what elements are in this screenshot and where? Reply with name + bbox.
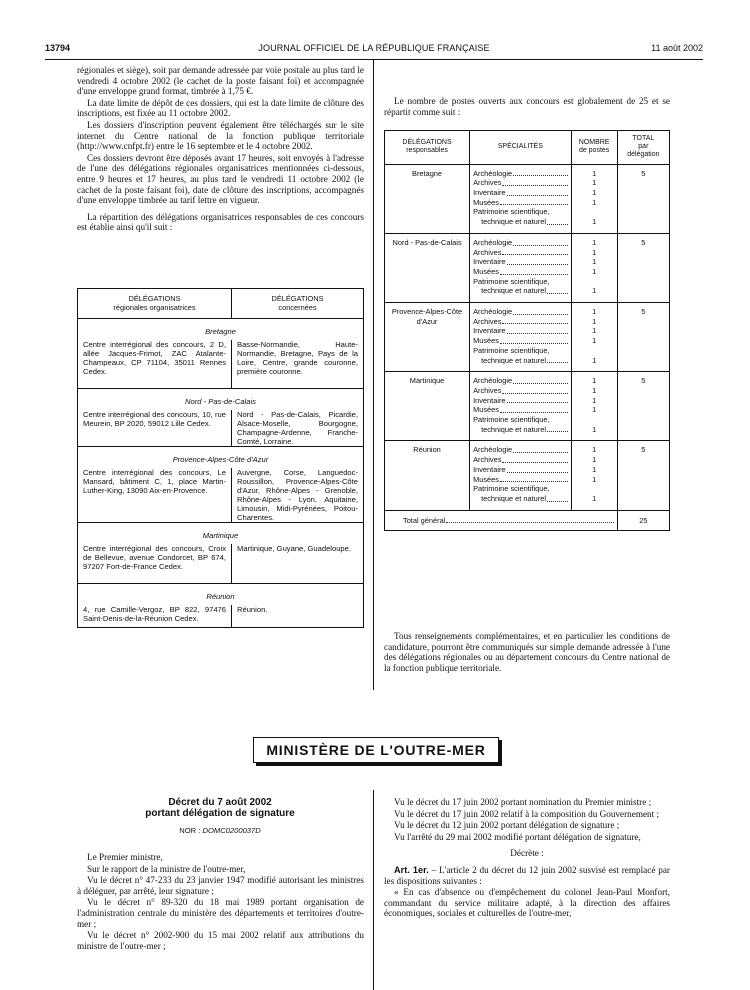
specialty-label: technique et naturel (481, 355, 546, 365)
nor-code: DOMC0200037D (202, 826, 261, 835)
delegation-total: 5 (617, 233, 669, 302)
grand-total-row (385, 510, 670, 531)
delegation-group-row (385, 233, 670, 302)
delegation-total: 5 (617, 372, 669, 441)
delegation-total: 5 (617, 441, 669, 510)
specialty-item (473, 396, 567, 406)
posts-count: 1 (592, 474, 597, 484)
region-name: Nord - Pas-de-Calais (78, 389, 364, 411)
posts-table (384, 130, 670, 531)
page-header (45, 43, 703, 59)
specialty-label: Inventaire (473, 188, 506, 198)
specialty-label: Archives (473, 455, 502, 465)
delegation-total: 5 (617, 164, 669, 233)
posts-count: 1 (592, 197, 597, 207)
grand-total-label: Total général (403, 515, 446, 525)
delegation-group-row (385, 164, 670, 233)
specialty-label: Musées (473, 336, 499, 346)
delegations-table (77, 288, 364, 628)
paragraph: « En cas d'absence ou d'empêchement du colonel Jean-Paul Monfort, commandant du service militaire adapté, à la direction des affaires économiques, sociales et culturelles de l'outre-mer, (384, 887, 670, 919)
specialty-label: Musées (473, 405, 499, 415)
nor-reference (80, 826, 360, 835)
specialty-label: Archives (473, 385, 502, 395)
region-address: Centre interrégional des concours, Le Mansard, bâtiment C, 1, place Martin-Luther-King, 13090 Aix-en-Provence. (78, 468, 232, 523)
posts-count: 1 (592, 247, 597, 257)
column-header: DÉLÉGATIONS concernées (232, 289, 364, 319)
paragraph: La répartition des délégations organisatrices responsables de ces concours est établie ainsi qu'il suit : (77, 211, 364, 233)
column-header: TOTAL par délégation (617, 131, 669, 165)
specialty-label: Archives (473, 316, 502, 326)
paragraph: Vu le décret n° 89-320 du 18 mai 1989 portant organisation de l'administration centrale du ministère des départements et territoires d'outre-mer ; (77, 897, 364, 929)
decree-title-line: portant délégation de signature (145, 808, 295, 819)
right-column-intro (384, 96, 670, 118)
specialty-item (473, 386, 567, 396)
posts-cell (571, 303, 617, 372)
issue-date: 11 août 2002 (651, 43, 703, 53)
paragraph: régionales et siège), soit par demande adressée par voie postale au plus tard le vendredi 4 octobre 2002 (le cachet de la poste faisant foi) et accompagnée d'une enveloppe grand format, timbrée à 1,75 €. (77, 65, 364, 97)
specialty-item (473, 326, 567, 336)
specialty-item (473, 336, 567, 346)
specialty-item (473, 286, 567, 296)
delegation-name: Bretagne (385, 164, 470, 233)
ministry-heading: MINISTÈRE DE L'OUTRE-MER (253, 737, 499, 763)
decrete-line: Décrète : (510, 848, 544, 859)
region-name: Bretagne (78, 319, 364, 341)
specialties-cell (470, 233, 571, 302)
region-concerned: Auvergne, Corse, Languedoc-Roussillon, Provence-Alpes-Côte d'Azur, Rhône-Alpes - Grenoble, Rhône-Alpes - Lyon, Aquitaine, Limousin, Midi-Pyrénées, Poitou-Charentes. (232, 468, 364, 523)
specialty-label: technique et naturel (481, 217, 546, 227)
paragraph: Le nombre de postes ouverts aux concours est globalement de 25 et se répartit comme suit : (384, 96, 670, 117)
specialties-cell (470, 303, 571, 372)
column-divider (373, 60, 374, 690)
table-header-row (78, 289, 364, 319)
posts-count: 1 (592, 217, 597, 227)
specialty-item (473, 475, 567, 485)
specialty-label: technique et naturel (481, 286, 546, 296)
header-rule (45, 59, 703, 60)
decree-title-line: Décret du 7 août 2002 (168, 797, 272, 808)
specialty-label: Patrimoine scientifique, (473, 415, 550, 425)
column-header: DÉLÉGATIONS régionales organisatrices (78, 289, 232, 319)
region-name: Provence-Alpes-Côte d'Azur (78, 447, 364, 469)
posts-count: 1 (592, 257, 597, 267)
posts-count: 1 (592, 424, 597, 434)
specialty-item (473, 188, 567, 198)
delegation-group-row (385, 372, 670, 441)
specialty-label: Musées (473, 266, 499, 276)
region-address: Centre interrégional des concours, 2 D, allée Jacques-Frimot, ZAC Atalante-Champeaux, CP 71104, 35011 Rennes Cedex. (78, 340, 232, 389)
table-row (78, 410, 364, 447)
paragraph: Vu le décret du 17 juin 2002 relatif à la composition du Gouvernement ; (394, 808, 660, 819)
column-divider (373, 790, 374, 990)
specialty-label: Musées (473, 474, 499, 484)
table-row (78, 523, 364, 545)
paragraph: Sur le rapport de la ministre de l'outre-mer, (87, 863, 246, 874)
page-number: 13794 (45, 43, 71, 53)
posts-count: 1 (592, 464, 597, 474)
posts-count: 1 (592, 376, 597, 386)
delegation-group-row (385, 303, 670, 372)
column-header: DÉLÉGATIONS responsables (385, 131, 470, 165)
specialty-item (473, 356, 567, 366)
delegation-name: Martinique (385, 372, 470, 441)
paragraph: Vu le décret n° 2002-900 du 15 mai 2002 relatif aux attributions du ministre de l'outre-mer ; (77, 930, 364, 951)
posts-cell (571, 372, 617, 441)
posts-count: 1 (592, 316, 597, 326)
posts-count: 1 (592, 266, 597, 276)
region-name: Martinique (78, 523, 364, 545)
delegation-total: 5 (617, 303, 669, 372)
region-concerned: Réunion. (232, 605, 364, 628)
specialties-cell (470, 441, 571, 510)
specialty-item (473, 217, 567, 227)
region-address: Centre interrégional des concours, Croix de Bellevue, avenue Condorcet, BP 674, 97207 Fort-de-France Cedex. (78, 544, 232, 584)
paragraph: Vu le décret n° 47-233 du 23 janvier 1947 modifié autorisant les ministres à déléguer, par arrêté, leur signature ; (77, 875, 364, 896)
table-header-row (385, 131, 670, 165)
specialty-label: Patrimoine scientifique, (473, 207, 550, 217)
table-row (78, 447, 364, 469)
region-address: Centre interrégional des concours, 10, rue Meurein, BP 2020, 59012 Lille Cedex. (78, 410, 232, 447)
paragraph: Le Premier ministre, (87, 852, 163, 862)
specialty-label: Inventaire (473, 326, 506, 336)
specialty-item (473, 248, 567, 258)
specialty-label: Inventaire (473, 395, 506, 405)
specialty-item (473, 317, 567, 327)
paragraph: Vu l'arrêté du 29 mai 2002 modifié portant délégation de signature, (394, 831, 641, 842)
posts-count: 1 (592, 188, 597, 198)
article-label: Art. 1er. (394, 864, 429, 875)
posts-count: 1 (592, 286, 597, 296)
table-row (78, 544, 364, 584)
table-row (78, 319, 364, 341)
region-concerned: Nord - Pas-de-Calais, Picardie, Alsace-Moselle, Bourgogne, Champagne-Ardenne, Franche-Comté, Lorraine. (232, 410, 364, 447)
table-row (78, 340, 364, 389)
grand-total-value: 25 (617, 510, 669, 531)
specialty-label: Patrimoine scientifique, (473, 345, 550, 355)
table-row (78, 584, 364, 606)
region-concerned: Martinique, Guyane, Guadeloupe. (232, 544, 364, 584)
specialty-label: Patrimoine scientifique, (473, 484, 550, 494)
specialty-item (473, 307, 567, 317)
posts-count: 1 (592, 405, 597, 415)
table-row (78, 468, 364, 523)
specialty-item (473, 405, 567, 415)
posts-count: 1 (592, 445, 597, 455)
posts-count: 1 (592, 178, 597, 188)
specialties-cell (470, 372, 571, 441)
decree-left-body (77, 852, 364, 952)
posts-count: 1 (592, 494, 597, 503)
specialty-label: Archéologie (473, 237, 513, 247)
decree-right-body (384, 797, 670, 920)
delegation-group-row (385, 441, 670, 510)
specialty-item (473, 445, 567, 455)
specialties-cell (470, 164, 571, 233)
specialty-label: Patrimoine scientifique, (473, 276, 550, 286)
specialty-label: Archéologie (473, 168, 513, 178)
specialty-item (473, 425, 567, 435)
posts-count: 1 (592, 385, 597, 395)
posts-count: 1 (592, 307, 597, 317)
article-paragraph (384, 865, 670, 886)
region-concerned: Basse-Normandie, Haute-Normandie, Bretagne, Pays de la Loire, Centre, grande couronne, première couronne. (232, 340, 364, 389)
posts-count: 1 (592, 336, 597, 346)
delegation-name: Réunion (385, 441, 470, 510)
delegation-name: Provence-Alpes-Côte d'Azur (385, 303, 470, 372)
grand-total-label-cell (385, 510, 618, 531)
specialty-label: Archéologie (473, 445, 513, 455)
posts-count: 1 (592, 355, 597, 365)
posts-cell (571, 233, 617, 302)
specialty-item (473, 376, 567, 386)
specialty-item (473, 267, 567, 277)
specialty-item (473, 178, 567, 188)
specialty-item (473, 169, 567, 179)
specialty-item (473, 465, 567, 475)
posts-count: 1 (592, 326, 597, 336)
left-column-text (77, 65, 364, 234)
posts-count: 1 (592, 395, 597, 405)
specialty-label: Archéologie (473, 307, 513, 317)
specialty-label: Archéologie (473, 376, 513, 386)
specialty-item (473, 494, 567, 504)
delegation-name: Nord - Pas-de-Calais (385, 233, 470, 302)
nor-label: NOR : (179, 826, 201, 835)
specialty-label: Archives (473, 247, 502, 257)
specialty-item (473, 198, 567, 208)
specialty-item (473, 238, 567, 248)
posts-cell (571, 441, 617, 510)
specialty-item (473, 455, 567, 465)
paragraph: Vu le décret du 12 juin 2002 portant délégation de signature ; (394, 820, 620, 831)
specialty-label: technique et naturel (481, 424, 546, 434)
region-name: Réunion (78, 584, 364, 606)
article-text: – L'article 2 du décret du 12 juin 2002 susvisé est remplacé par les dispositions suivantes : (384, 864, 670, 886)
posts-count: 1 (592, 168, 597, 178)
paragraph: Vu le décret du 17 juin 2002 portant nomination du Premier ministre ; (394, 797, 652, 807)
table-row (78, 389, 364, 411)
specialty-label: Musées (473, 197, 499, 207)
paragraph: Ces dossiers devront être déposés avant 17 heures, soit envoyés à l'adresse de l'une des délégations régionales organisatrices mentionnées ci-dessous, entre 9 heures et 17 heures, au plus tard le vendredi 11 octobre 2002 (le cachet de la poste faisant foi), date de clôture des inscriptions, accompagnés d'une enveloppe timbrée au tarif lettre en vigueur. (77, 152, 364, 206)
specialty-item (473, 257, 567, 267)
specialty-label: Inventaire (473, 464, 506, 474)
specialty-label: technique et naturel (481, 494, 546, 503)
paragraph: La date limite de dépôt de ces dossiers, qui est la date limite de clôture des inscriptions, est fixée au 11 octobre 2002. (77, 97, 364, 119)
posts-count: 1 (592, 455, 597, 465)
right-column-after (384, 631, 670, 674)
posts-count: 1 (592, 237, 597, 247)
paragraph: Les dossiers d'inscription peuvent également être téléchargés sur le site internet du Centre national de la fonction publique territoriale (http://www.cnfpt.fr) entre le 16 septembre et le 4 octobre 2002. (77, 119, 364, 152)
specialty-label: Archives (473, 178, 502, 188)
decree-title (80, 797, 360, 819)
table-row (78, 605, 364, 628)
posts-cell (571, 164, 617, 233)
column-header: NOMBRE de postes (571, 131, 617, 165)
region-address: 4, rue Camille-Vergoz, BP 822, 97476 Saint-Denis-de-la-Réunion Cedex. (78, 605, 232, 628)
journal-title: JOURNAL OFFICIEL DE LA RÉPUBLIQUE FRANÇAISE (258, 43, 490, 53)
column-header: SPÉCIALITÉS (470, 131, 571, 165)
paragraph: Tous renseignements complémentaires, et en particulier les conditions de candidature, pourront être communiqués sur simple demande adressée à l'une des délégations régionales ou au département concours du Centre national de la fonction publique territoriale. (384, 631, 670, 673)
specialty-label: Inventaire (473, 257, 506, 267)
